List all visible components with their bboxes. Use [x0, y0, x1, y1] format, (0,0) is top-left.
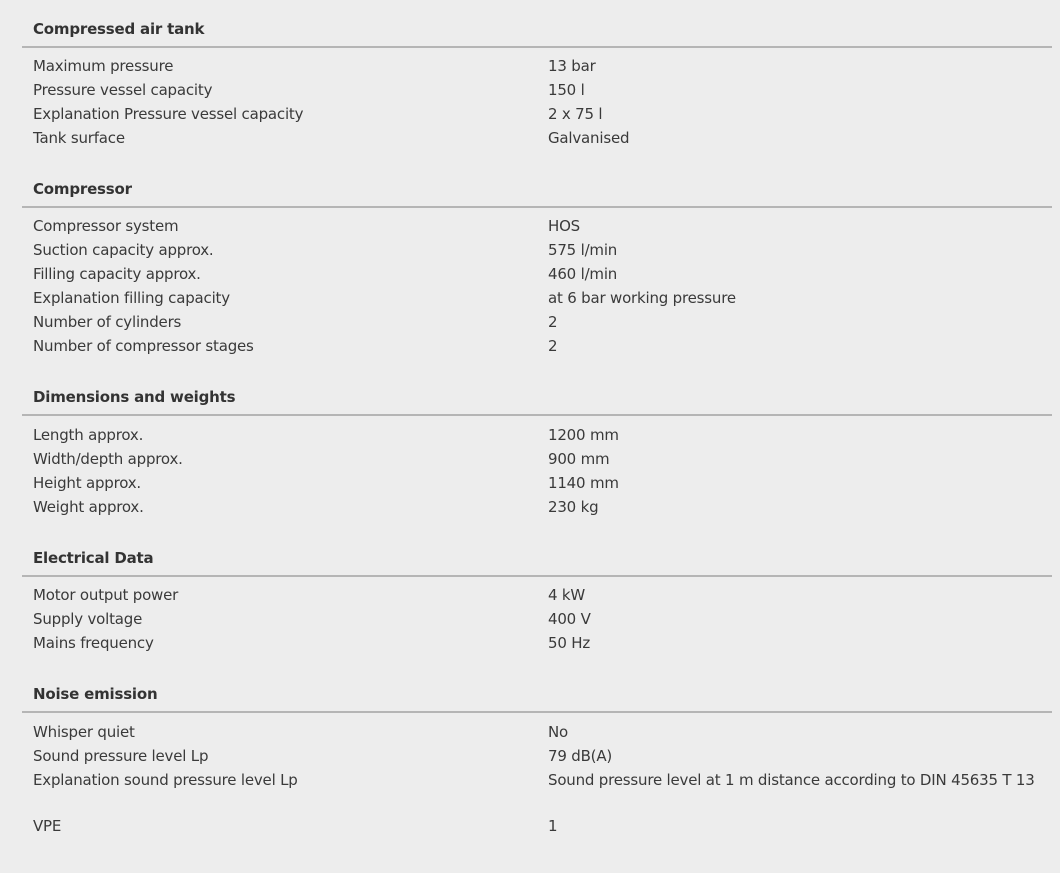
spec-label: Width/depth approx. [33, 450, 183, 468]
spec-row [22, 744, 1052, 768]
section-divider [22, 46, 1052, 48]
spec-value: 79 dB(A) [548, 747, 613, 765]
spec-row [22, 607, 1052, 631]
spec-label: Supply voltage [33, 610, 143, 628]
spec-label: Tank surface [33, 129, 125, 147]
section-title-compressed-air-tank: Compressed air tank [33, 20, 205, 38]
spec-label: Height approx. [33, 474, 141, 492]
spec-value: HOS [548, 217, 581, 235]
spec-value: 1140 mm [548, 474, 619, 492]
spec-label: Explanation filling capacity [33, 289, 230, 307]
spec-row [22, 102, 1052, 126]
spec-row [22, 768, 1052, 792]
spec-label: Number of cylinders [33, 313, 182, 331]
spec-row [22, 54, 1052, 78]
section-title-dimensions-and-weights: Dimensions and weights [33, 388, 236, 406]
spec-label: Motor output power [33, 586, 179, 604]
spec-row [22, 334, 1052, 358]
spec-row [22, 583, 1052, 607]
section-title-noise-emission: Noise emission [33, 685, 158, 703]
spec-value: 1200 mm [548, 426, 619, 444]
spec-value: 50 Hz [548, 634, 591, 652]
spec-label: Explanation Pressure vessel capacity [33, 105, 304, 123]
vpe-row [22, 814, 1052, 838]
spec-row [22, 78, 1052, 102]
spec-value: 230 kg [548, 498, 599, 516]
spec-label: Mains frequency [33, 634, 154, 652]
spec-value: 575 l/min [548, 241, 618, 259]
spec-row [22, 720, 1052, 744]
spec-row [22, 238, 1052, 262]
spec-value: 900 mm [548, 450, 610, 468]
spec-label: Explanation sound pressure level Lp [33, 771, 298, 789]
spec-value: 460 l/min [548, 265, 618, 283]
section-divider [22, 575, 1052, 577]
spec-row [22, 495, 1052, 519]
spec-row [22, 471, 1052, 495]
spec-label: Length approx. [33, 426, 144, 444]
spec-label: Sound pressure level Lp [33, 747, 209, 765]
spec-label: Weight approx. [33, 498, 144, 516]
spec-label: Maximum pressure [33, 57, 174, 75]
spec-value: 4 kW [548, 586, 586, 604]
spec-row [22, 286, 1052, 310]
spec-value: 2 [548, 313, 558, 331]
vpe-value: 1 [548, 817, 558, 835]
spec-label: Compressor system [33, 217, 179, 235]
spec-label: Suction capacity approx. [33, 241, 214, 259]
section-title-electrical-data: Electrical Data [33, 549, 154, 567]
section-divider [22, 711, 1052, 713]
section-divider [22, 414, 1052, 416]
spec-value: Galvanised [548, 129, 630, 147]
section-title-compressor: Compressor [33, 180, 132, 198]
spec-value: 400 V [548, 610, 591, 628]
spec-value: 150 l [548, 81, 585, 99]
spec-label: Pressure vessel capacity [33, 81, 213, 99]
spec-row [22, 310, 1052, 334]
spec-value: 13 bar [548, 57, 596, 75]
spec-row [22, 262, 1052, 286]
spec-value: at 6 bar working pressure [548, 289, 736, 307]
spec-value: 2 [548, 337, 558, 355]
vpe-label: VPE [33, 817, 62, 835]
spec-row [22, 423, 1052, 447]
spec-value: Sound pressure level at 1 m distance according to DIN 45635 T 13 [548, 771, 1035, 789]
spec-value: No [548, 723, 568, 741]
spec-label: Whisper quiet [33, 723, 135, 741]
spec-row [22, 126, 1052, 150]
spec-label: Filling capacity approx. [33, 265, 201, 283]
spec-value: 2 x 75 l [548, 105, 603, 123]
section-divider [22, 206, 1052, 208]
spec-label: Number of compressor stages [33, 337, 254, 355]
spec-row [22, 631, 1052, 655]
spec-row [22, 214, 1052, 238]
spec-row [22, 447, 1052, 471]
